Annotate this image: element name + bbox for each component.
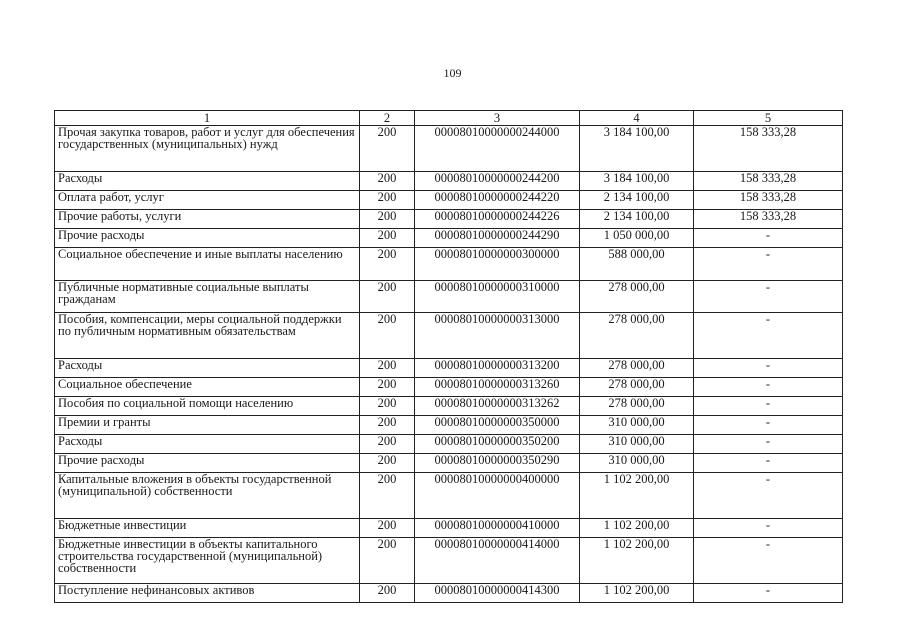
row-executed-amount: 158 333,28: [694, 126, 843, 172]
row-name: Капитальные вложения в объекты государственной (муниципальной) собственности: [55, 473, 360, 519]
row-budget-code: 00008010000000244226: [415, 210, 580, 229]
table-row: [55, 126, 843, 172]
row-name: Публичные нормативные социальные выплаты гражданам: [55, 281, 360, 313]
row-executed-amount: 158 333,28: [694, 210, 843, 229]
row-name: Прочая закупка товаров, работ и услуг для обеспечения государственных (муниципальных) нужд: [55, 126, 360, 172]
row-name: Бюджетные инвестиции в объекты капитального строительства государственной (муниципальной) собственности: [55, 538, 360, 584]
row-name: Поступление нефинансовых активов: [55, 584, 360, 603]
row-executed-amount: -: [694, 359, 843, 378]
row-budget-code: 00008010000000244200: [415, 172, 580, 191]
row-budget-code: 00008010000000244000: [415, 126, 580, 172]
row-approved-amount: 278 000,00: [580, 359, 694, 378]
column-header-5: 5: [694, 111, 843, 126]
header-row: [55, 111, 843, 126]
row-budget-code: 00008010000000313260: [415, 378, 580, 397]
row-name: Прочие работы, услуги: [55, 210, 360, 229]
row-budget-code: 00008010000000310000: [415, 281, 580, 313]
row-code-line: 200: [360, 435, 415, 454]
row-budget-code: 00008010000000350290: [415, 454, 580, 473]
row-code-line: 200: [360, 172, 415, 191]
row-code-line: 200: [360, 454, 415, 473]
table-row: [55, 435, 843, 454]
row-budget-code: 00008010000000300000: [415, 248, 580, 281]
row-approved-amount: 2 134 100,00: [580, 210, 694, 229]
row-budget-code: 00008010000000244290: [415, 229, 580, 248]
row-code-line: 200: [360, 359, 415, 378]
row-approved-amount: 278 000,00: [580, 378, 694, 397]
row-code-line: 200: [360, 248, 415, 281]
row-approved-amount: 3 184 100,00: [580, 126, 694, 172]
row-name: Социальное обеспечение: [55, 378, 360, 397]
column-header-2: 2: [360, 111, 415, 126]
row-approved-amount: 278 000,00: [580, 313, 694, 359]
table-row: [55, 538, 843, 584]
row-name: Расходы: [55, 172, 360, 191]
table-row: [55, 416, 843, 435]
row-name: Расходы: [55, 435, 360, 454]
row-approved-amount: 1 050 000,00: [580, 229, 694, 248]
row-executed-amount: -: [694, 397, 843, 416]
row-executed-amount: -: [694, 416, 843, 435]
row-executed-amount: 158 333,28: [694, 172, 843, 191]
row-budget-code: 00008010000000400000: [415, 473, 580, 519]
row-approved-amount: 278 000,00: [580, 397, 694, 416]
row-executed-amount: -: [694, 229, 843, 248]
row-budget-code: 00008010000000244220: [415, 191, 580, 210]
row-approved-amount: 2 134 100,00: [580, 191, 694, 210]
row-code-line: 200: [360, 473, 415, 519]
row-code-line: 200: [360, 191, 415, 210]
row-budget-code: 00008010000000313000: [415, 313, 580, 359]
row-executed-amount: -: [694, 584, 843, 603]
row-name: Оплата работ, услуг: [55, 191, 360, 210]
row-code-line: 200: [360, 519, 415, 538]
row-name: Бюджетные инвестиции: [55, 519, 360, 538]
row-code-line: 200: [360, 281, 415, 313]
row-name: Пособия по социальной помощи населению: [55, 397, 360, 416]
row-approved-amount: 310 000,00: [580, 435, 694, 454]
table-row: [55, 191, 843, 210]
row-budget-code: 00008010000000350000: [415, 416, 580, 435]
row-name: Пособия, компенсации, меры социальной поддержки по публичным нормативным обязательствам: [55, 313, 360, 359]
row-code-line: 200: [360, 378, 415, 397]
row-code-line: 200: [360, 210, 415, 229]
row-approved-amount: 278 000,00: [580, 281, 694, 313]
row-code-line: 200: [360, 313, 415, 359]
row-budget-code: 00008010000000350200: [415, 435, 580, 454]
row-approved-amount: 1 102 200,00: [580, 584, 694, 603]
row-executed-amount: -: [694, 519, 843, 538]
row-approved-amount: 588 000,00: [580, 248, 694, 281]
row-executed-amount: -: [694, 473, 843, 519]
row-approved-amount: 1 102 200,00: [580, 538, 694, 584]
row-name: Расходы: [55, 359, 360, 378]
row-executed-amount: -: [694, 538, 843, 584]
row-code-line: 200: [360, 229, 415, 248]
row-name: Прочие расходы: [55, 229, 360, 248]
row-budget-code: 00008010000000414000: [415, 538, 580, 584]
row-approved-amount: 1 102 200,00: [580, 519, 694, 538]
row-executed-amount: 158 333,28: [694, 191, 843, 210]
table-row: [55, 210, 843, 229]
column-header-3: 3: [415, 111, 580, 126]
table-row: [55, 313, 843, 359]
row-name: Социальное обеспечение и иные выплаты населению: [55, 248, 360, 281]
row-executed-amount: -: [694, 435, 843, 454]
table-row: [55, 378, 843, 397]
row-budget-code: 00008010000000313262: [415, 397, 580, 416]
table-row: [55, 248, 843, 281]
row-code-line: 200: [360, 416, 415, 435]
row-code-line: 200: [360, 538, 415, 584]
row-executed-amount: -: [694, 454, 843, 473]
row-name: Премии и гранты: [55, 416, 360, 435]
row-approved-amount: 3 184 100,00: [580, 172, 694, 191]
table-row: [55, 229, 843, 248]
row-code-line: 200: [360, 126, 415, 172]
budget-table: [54, 110, 843, 603]
table-row: [55, 519, 843, 538]
table-row: [55, 281, 843, 313]
page-number: 109: [443, 66, 462, 80]
row-approved-amount: 310 000,00: [580, 416, 694, 435]
row-approved-amount: 1 102 200,00: [580, 473, 694, 519]
row-name: Прочие расходы: [55, 454, 360, 473]
table-row: [55, 584, 843, 603]
row-budget-code: 00008010000000410000: [415, 519, 580, 538]
table-row: [55, 172, 843, 191]
row-code-line: 200: [360, 397, 415, 416]
table-row: [55, 454, 843, 473]
row-code-line: 200: [360, 584, 415, 603]
row-approved-amount: 310 000,00: [580, 454, 694, 473]
row-executed-amount: -: [694, 378, 843, 397]
row-budget-code: 00008010000000313200: [415, 359, 580, 378]
row-budget-code: 00008010000000414300: [415, 584, 580, 603]
column-header-1: 1: [55, 111, 360, 126]
table-row: [55, 359, 843, 378]
row-executed-amount: -: [694, 248, 843, 281]
row-executed-amount: -: [694, 281, 843, 313]
column-header-4: 4: [580, 111, 694, 126]
row-executed-amount: -: [694, 313, 843, 359]
table-row: [55, 473, 843, 519]
table-row: [55, 397, 843, 416]
